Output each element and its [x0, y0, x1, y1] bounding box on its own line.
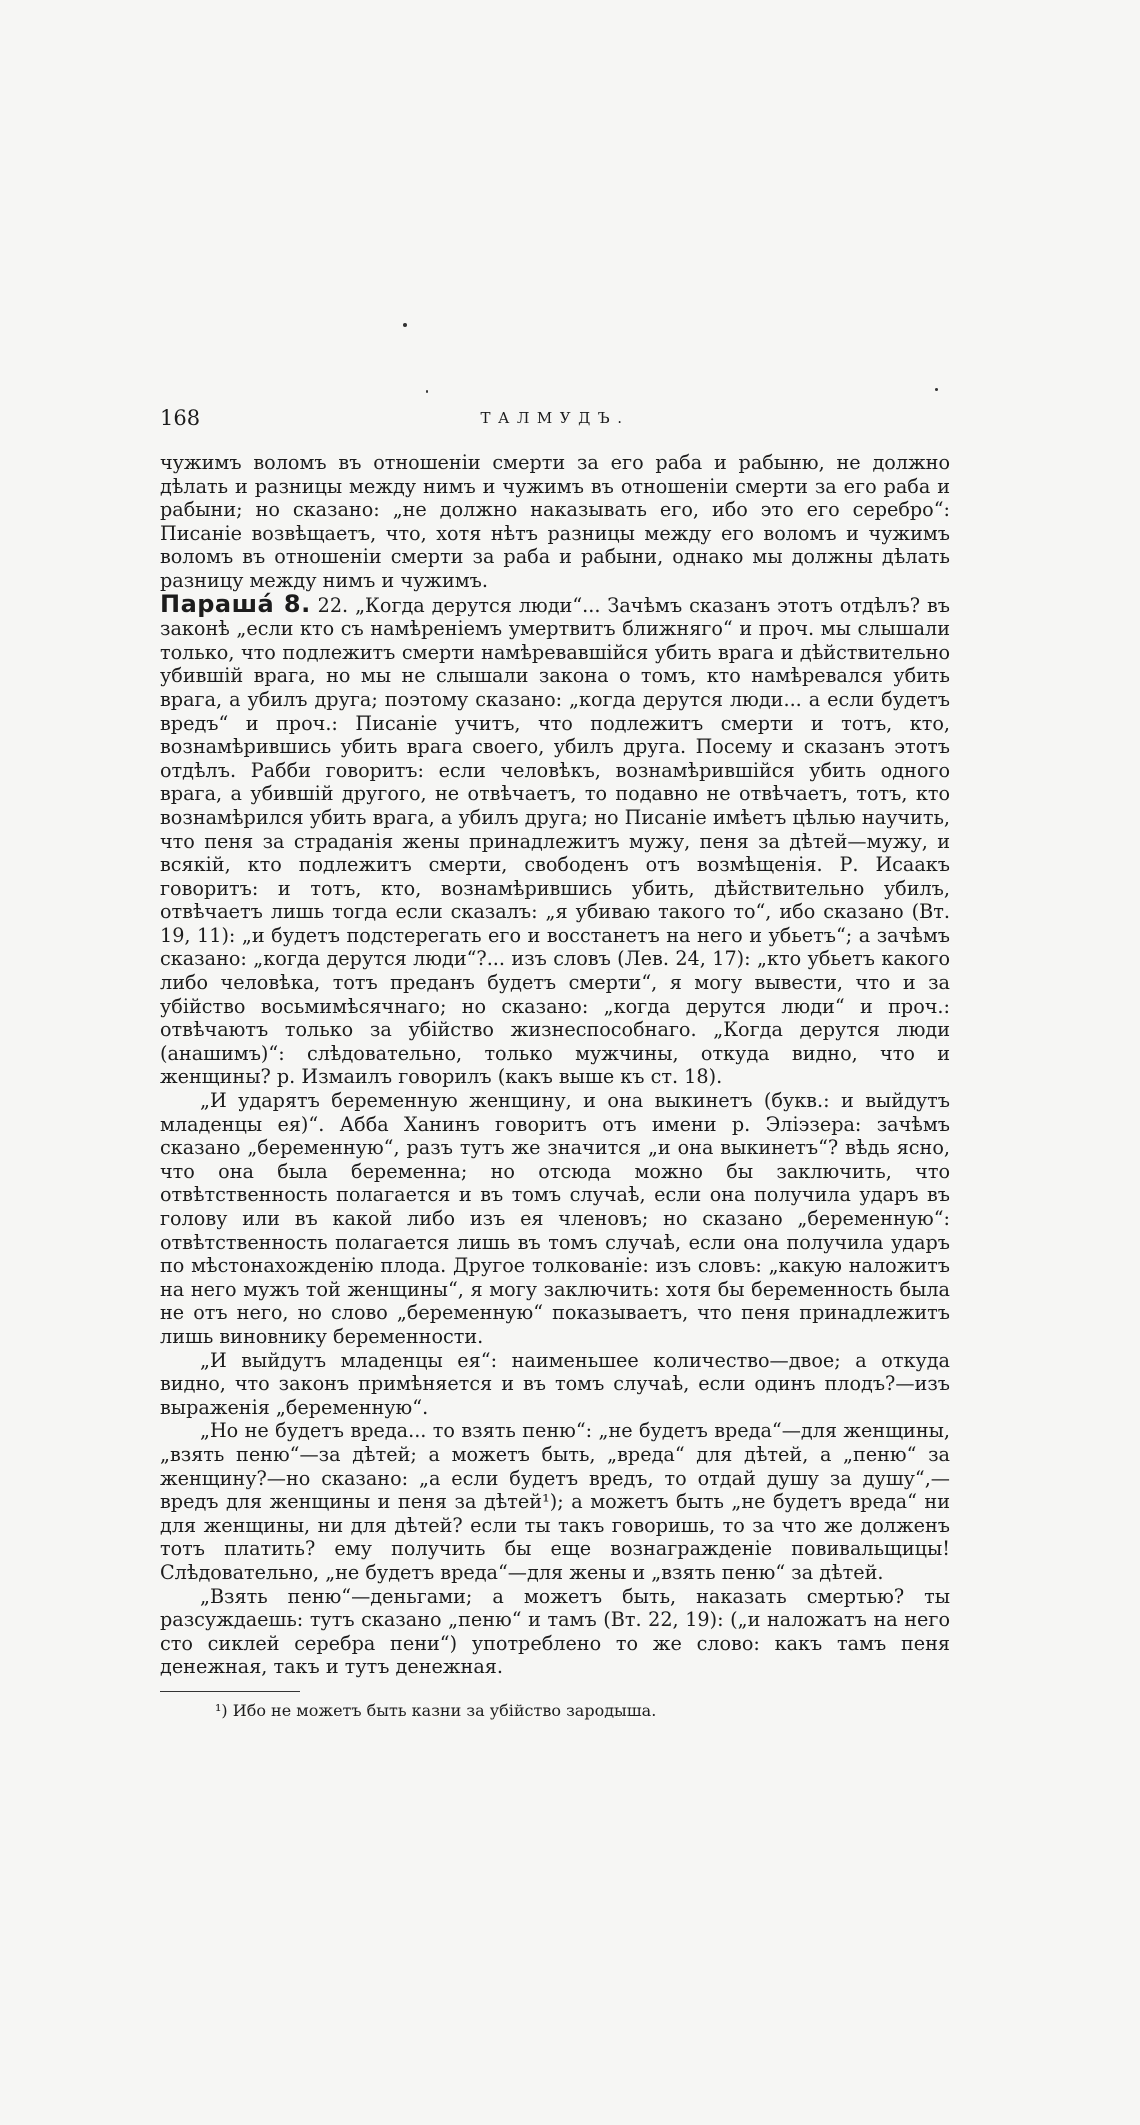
- scan-speck: [403, 323, 407, 327]
- paragraph-text: 22. „Когда дерутся люди“... Зачѣмъ сказанъ этотъ отдѣлъ? въ законѣ „если кто съ намѣреніемъ умертвитъ ближняго“ и проч. мы слышали только, что подлежитъ смерти намѣревавшійся убить врага и дѣйствительно убившій врага, но мы не слышали закона о томъ, кто намѣревался убить врага, а убилъ друга; поэтому сказано: „когда дерутся люди... а если будетъ вредъ“ и проч.: Писаніе учитъ, что подлежитъ смерти и тотъ, кто, вознамѣрившись убить врага своего, убилъ друга. Посему и сказанъ этотъ отдѣлъ. Рабби говоритъ: если человѣкъ, вознамѣрившійся убить одного врага, а убившій другого, не отвѣчаетъ, то подавно не отвѣчаетъ, тотъ, кто вознамѣрился убить врага, а убилъ друга; но Писаніе имѣетъ цѣлью научить, что пеня за страданія жены принадлежитъ мужу, пеня за дѣтей—мужу, и всякій, кто подлежитъ смерти, свободенъ отъ возмѣщенія. Р. Исаакъ говоритъ: и тотъ, кто, вознамѣрившись убить, дѣйствительно убилъ, отвѣчаетъ лишь тогда если сказалъ: „я убиваю такого то“, ибо сказано (Вт. 19, 11): „и будетъ подстерегать его и восстанетъ на него и убьетъ“; а зачѣмъ сказано: „когда дерутся люди“?... изъ словъ (Лев. 24, 17): „кто убьетъ какого либо человѣка, тотъ преданъ будетъ смерти“, я могу вывести, что и за убійство восьмимѣсячнаго; но сказано: „когда дерутся люди“ и проч.: отвѣчаютъ только за убійство жизнеспособнаго. „Когда дерутся люди (анашимъ)“: слѣдовательно, только мужчины, откуда видно, что и женщины? р. Измаилъ говорилъ (какъ выше къ ст. 18).: [160, 593, 950, 1089]
- paragraph: „И выйдутъ младенцы ея“: наименьшее количество—двое; а откуда видно, что законъ примѣняется и въ томъ случаѣ, если одинъ плодъ?—изъ выраженія „беременную“.: [160, 1348, 950, 1419]
- scan-speck: [426, 390, 428, 393]
- paragraph: [160, 589, 950, 1089]
- paragraph: „Но не будетъ вреда... то взять пеню“: „не будетъ вреда“—для женщины, „взять пеню“—за дѣтей; а можетъ быть, „вреда“ для дѣтей, а „пеню“ за женщину?—но сказано: „а если будетъ вредъ, то отдай душу за душу“,—вредъ для женщины и пеня за дѣтей¹); а можетъ быть „не будетъ вреда“ ни для женщины, ни для дѣтей? если ты такъ говоришь, то за что же долженъ тотъ платить? ему получить бы еще вознагражденіе повивальщицы! Слѣдовательно, „не будетъ вреда“—для жены и „взять пеню“ за дѣтей.: [160, 1419, 950, 1584]
- paragraph: чужимъ воломъ въ отношеніи смерти за его раба и рабыню, не должно дѣлать и разницы между нимъ и чужимъ въ отношеніи смерти за его раба и рабыни; но сказано: „не должно наказывать его, ибо это его серебро“: Писаніе возвѣщаетъ, что, хотя нѣтъ разницы между его воломъ и чужимъ воломъ въ отношеніи смерти за раба и рабыни, однако мы должны дѣлать разницу между нимъ и чужимъ.: [160, 451, 950, 592]
- footnote: ¹) Ибо не можетъ быть казни за убійство зародыша.: [215, 1700, 657, 1720]
- body-text: [160, 451, 950, 1679]
- scan-speck: [935, 388, 938, 391]
- running-title: ТАЛМУДЪ.: [480, 409, 630, 427]
- page-number: 168: [160, 406, 201, 430]
- paragraph: „Взять пеню“—деньгами; а можетъ быть, наказать смертью? ты разсуждаешь: тутъ сказано „пеню“ и тамъ (Вт. 22, 19): („и наложатъ на него сто сиклей серебра пени“) употреблено то же слово: какъ тамъ пеня денежная, такъ и тутъ денежная.: [160, 1584, 950, 1679]
- footnote-rule: [160, 1691, 300, 1692]
- page-header: [160, 405, 950, 435]
- book-page: [160, 405, 950, 1722]
- paragraph: „И ударятъ беременную женщину, и она выкинетъ (букв.: и выйдутъ младенцы ея)“. Абба Ханинъ говоритъ отъ имени р. Элiэзера: зачѣмъ сказано „беременную“, разъ тутъ же значится „и она выкинетъ“? вѣдь ясно, что она была беременна; но отсюда можно бы заключить, что отвѣтственность полагается и въ томъ случаѣ, если она получила ударъ въ голову или въ какой либо изъ ея членовъ; но сказано „беременную“: отвѣтственность полагается лишь въ томъ случаѣ, если она получила ударъ по мѣстонахожденію плода. Другое толкованіе: изъ словъ: „какую наложитъ на него мужъ той женщины“, я могу заключить: хотя бы беременность была не отъ него, но слово „беременную“ показываетъ, что пеня принадлежитъ лишь виновнику беременности.: [160, 1089, 950, 1348]
- section-label: Парашá 8.: [160, 589, 311, 618]
